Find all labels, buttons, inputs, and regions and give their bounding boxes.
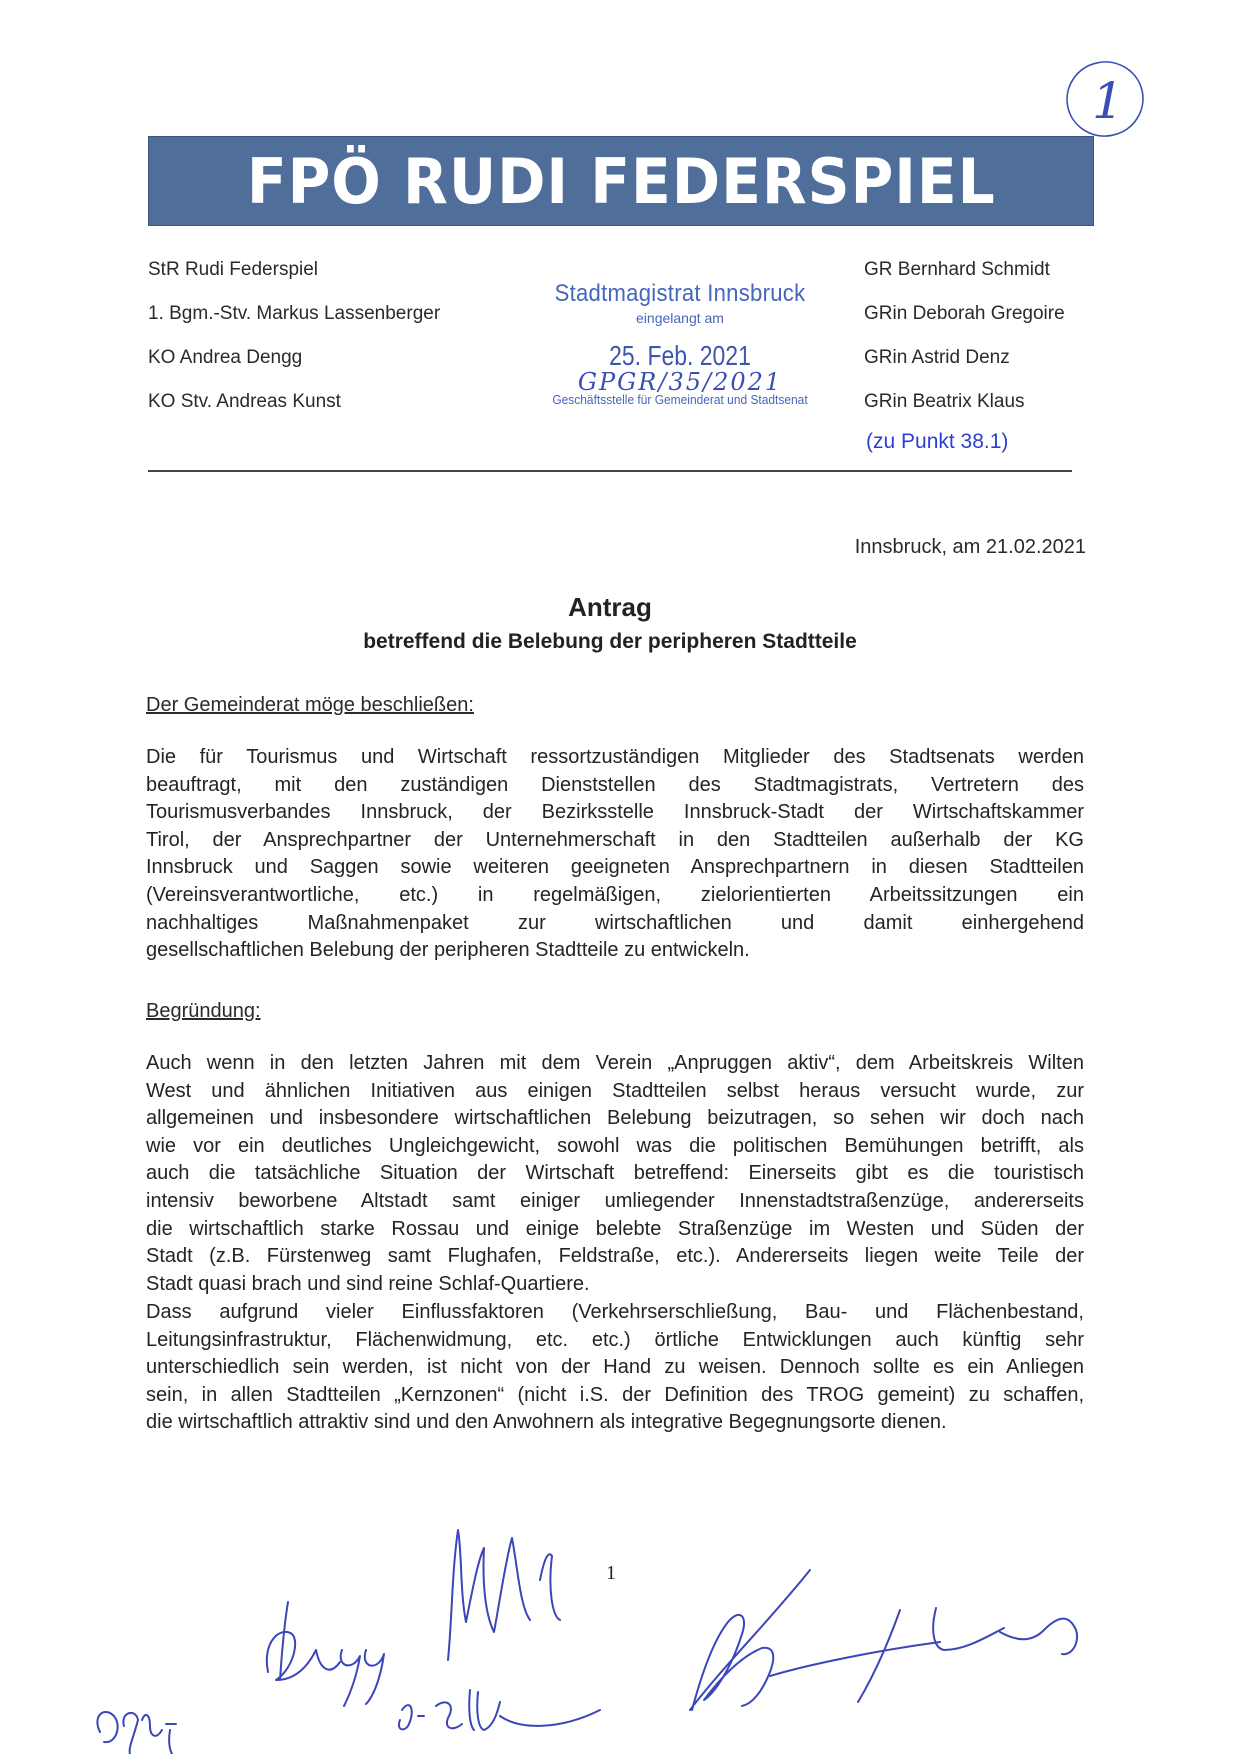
agenda-reference: (zu Punkt 38.1): [866, 430, 1009, 453]
circled-page-marker: [1062, 56, 1148, 142]
motion-label: Der Gemeinderat möge beschließen:: [146, 694, 474, 716]
member-name: GRin Astrid Denz: [864, 347, 1010, 368]
text-line: unterschiedlich sein werden, ist nicht von der Hand zu weisen. Dennoch sollte es ein Anliegen: [146, 1356, 1084, 1379]
text-line: wie vor ein deutliches Ungleichgewicht, sowohl was die politischen Bemühungen betrifft, als: [146, 1134, 1084, 1157]
reason-paragraph-1: [146, 1050, 1084, 1298]
signature-strike: [690, 1570, 810, 1710]
text-line: nachhaltiges Maßnahmenpaket zur wirtschaftlichen und damit einhergehend: [146, 911, 1084, 934]
signature-dengg: [267, 1602, 384, 1706]
stamp-date: 25. Feb. 2021: [609, 340, 751, 371]
text-line: Die für Tourismus und Wirtschaft ressortzuständigen Mitglieder des Stadtsenats werden: [146, 746, 1084, 768]
member-name: StR Rudi Federspiel: [148, 259, 319, 280]
text-line: West und ähnlichen Initiativen aus einigen Stadtteilen selbst heraus versucht wurde, zur: [146, 1079, 1084, 1102]
motion-paragraph: [146, 744, 1084, 965]
member-name: KO Stv. Andreas Kunst: [148, 391, 341, 412]
members-right: [864, 248, 1065, 424]
member-name: GRin Beatrix Klaus: [864, 391, 1025, 412]
letterhead-title: FPÖ RUDI FEDERSPIEL: [246, 144, 996, 218]
text-line: intensiv beworbene Altstadt samt einiger umliegender Innenstadtstraßenzüge, andererseits: [146, 1189, 1084, 1212]
letterhead-banner: [148, 136, 1094, 226]
page-marker-text: 1: [1092, 72, 1124, 130]
text-line: die wirtschaftlich attraktiv sind und den Anwohnern als integrative Begegnungsorte dienen.: [146, 1411, 947, 1434]
signature-federspiel: [692, 1608, 1077, 1710]
page-number: 1: [606, 1562, 616, 1584]
text-line: Leitungsinfrastruktur, Flächenwidmung, etc. etc.) örtliche Entwicklungen auch künftig sehr: [146, 1328, 1084, 1351]
signature-kunst: [448, 1530, 560, 1660]
stamp-subtitle: eingelangt am: [636, 310, 724, 326]
reason-label: Begründung:: [146, 1000, 261, 1022]
text-line: Dass aufgrund vieler Einflussfaktoren (Verkehrserschließung, Bau- und Flächenbestand,: [146, 1301, 1084, 1323]
text-line: gesellschaftlichen Belebung der peripheren Stadtteile zu entwickeln.: [146, 939, 750, 962]
document-date: Innsbruck, am 21.02.2021: [854, 536, 1086, 558]
text-line: allgemeinen und insbesondere wirtschaftlichen Belebung beizutragen, so sehen wir doch nach: [146, 1107, 1084, 1130]
signatures: [0, 1380, 1240, 1754]
text-line: Tirol, der Ansprechpartner der Unternehmerschaft in den Stadtteilen außerhalb der KG: [146, 828, 1084, 851]
text-line: beauftragt, mit den zuständigen Dienststellen des Stadtmagistrats, Vertretern des: [146, 773, 1084, 796]
document-subtitle: betreffend die Belebung der peripheren Stadtteile: [363, 630, 857, 653]
member-name: KO Andrea Dengg: [148, 347, 303, 368]
text-line: Tourismusverbandes Innsbruck, der Bezirksstelle Innsbruck-Stadt der Wirtschaftskammer: [146, 801, 1084, 824]
text-line: (Vereinsverantwortliche, etc.) in regelmäßigen, zielorientierten Arbeitssitzungen ein: [146, 883, 1084, 906]
document-title: Antrag: [568, 592, 652, 622]
text-line: die wirtschaftlich starke Rossau und einige belebte Straßenzüge im Westen und Süden der: [146, 1217, 1084, 1240]
member-name: 1. Bgm.-Stv. Markus Lassenberger: [148, 303, 441, 324]
text-line: sein, in allen Stadtteilen „Kernzonen“ (nicht i.S. der Definition des TROG gemeint) zu schaffen,: [146, 1383, 1084, 1406]
member-name: GR Bernhard Schmidt: [864, 259, 1050, 280]
text-line: Stadt (z.B. Fürstenweg samt Flughafen, Feldstraße, etc.). Andererseits liegen weite Teile der: [146, 1245, 1084, 1268]
text-line: Innsbruck und Saggen sowie weiteren geeigneten Ansprechpartnern in diesen Stadtteilen: [146, 856, 1084, 879]
stamp-handwritten-ref: GPGR/35/2021: [577, 368, 783, 396]
members-left: [148, 248, 440, 424]
stamp-office: Geschäftsstelle für Gemeinderat und Stadtsenat: [552, 392, 808, 407]
signature-gregoire: [97, 1712, 176, 1754]
signature-lassenberger: [399, 1690, 600, 1730]
text-line: Stadt quasi brach und sind reine Schlaf-Quartiere.: [146, 1272, 590, 1295]
text-line: Auch wenn in den letzten Jahren mit dem Verein „Anpruggen aktiv“, dem Arbeitskreis Wilten: [146, 1052, 1084, 1074]
header-divider: [148, 470, 1072, 472]
text-line: auch die tatsächliche Situation der Wirtschaft betreffend: Einerseits gibt es die touristisch: [146, 1162, 1084, 1185]
member-name: GRin Deborah Gregoire: [864, 303, 1065, 324]
receipt-stamp: [530, 280, 830, 407]
stamp-title: Stadtmagistrat Innsbruck: [554, 280, 806, 307]
